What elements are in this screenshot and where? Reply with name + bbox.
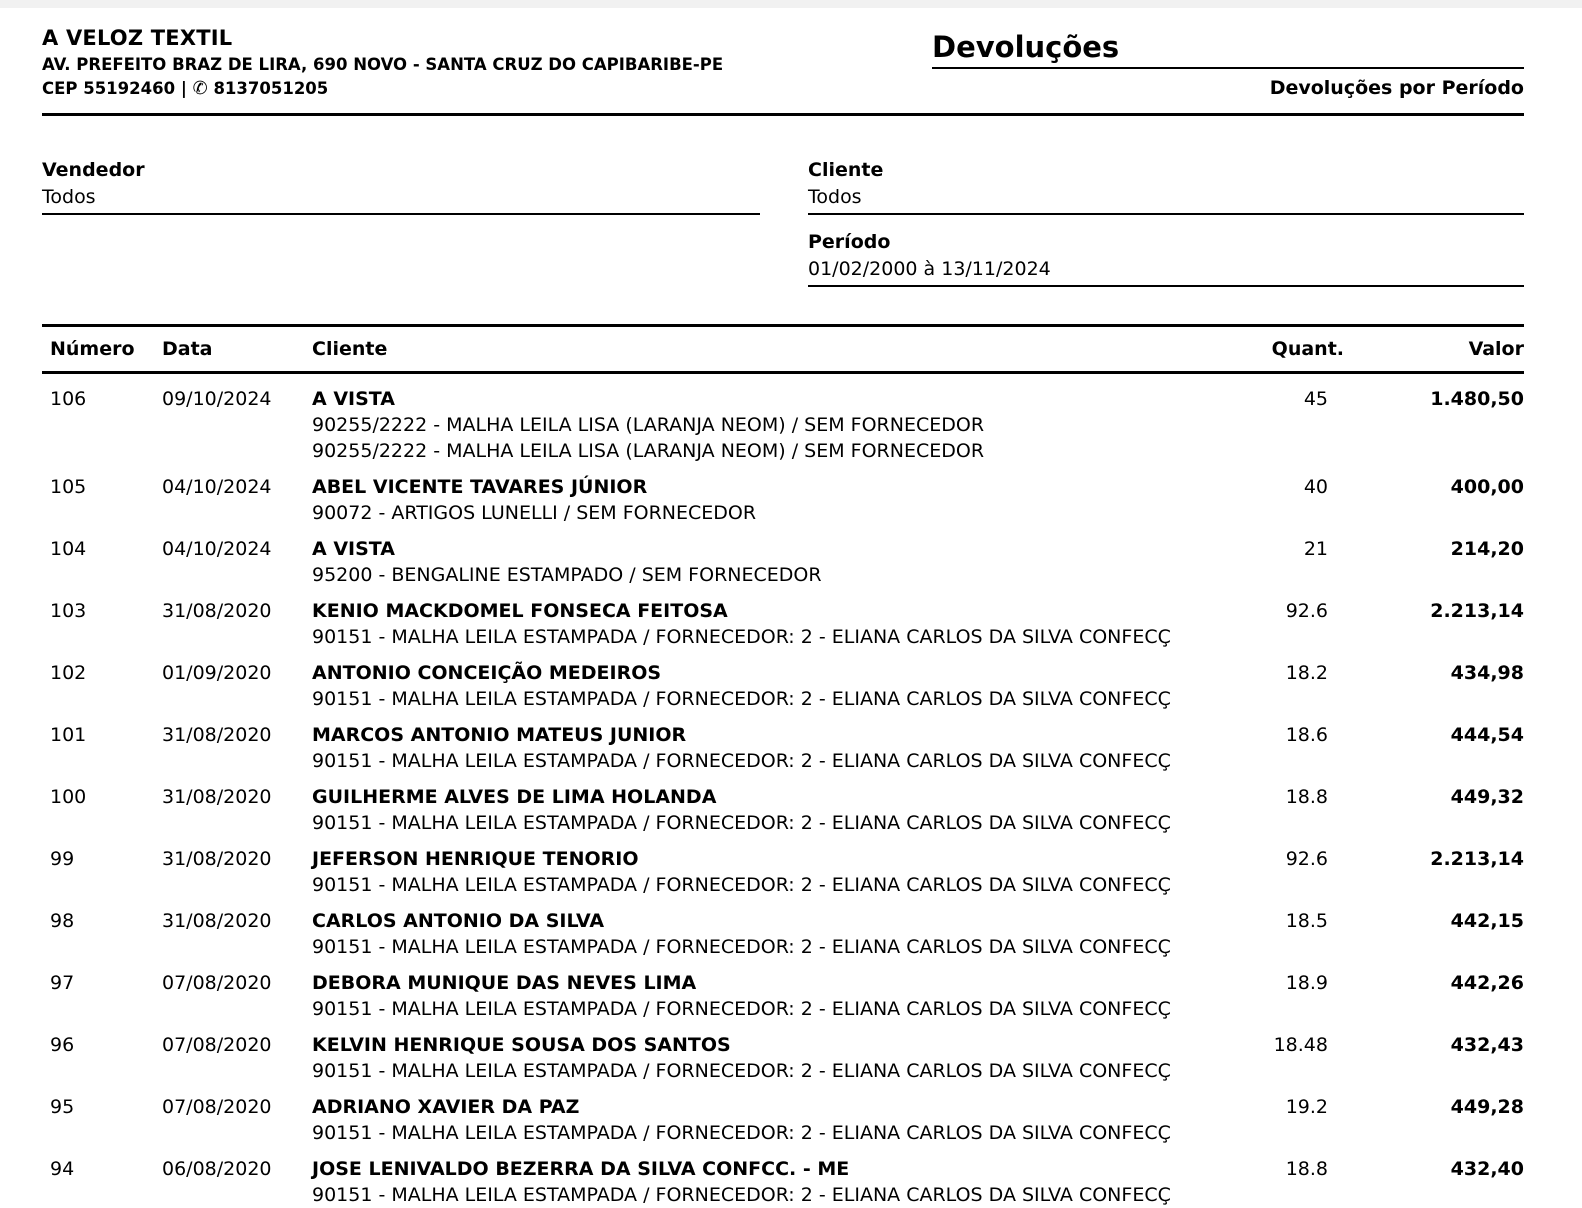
row-quant: 92.6 bbox=[1285, 848, 1328, 870]
row-numero: 104 bbox=[50, 538, 87, 560]
row-valor: 444,54 bbox=[1450, 724, 1524, 746]
row-numero: 98 bbox=[50, 910, 75, 932]
row-quant: 18.8 bbox=[1285, 1158, 1328, 1180]
row-valor: 432,43 bbox=[1450, 1034, 1524, 1056]
client-name: KENIO MACKDOMEL FONSECA FEITOSA bbox=[312, 600, 728, 622]
separator: | bbox=[180, 79, 187, 98]
row-numero: 101 bbox=[50, 724, 87, 746]
product-lines bbox=[312, 412, 1249, 464]
row-numero: 95 bbox=[50, 1096, 75, 1118]
product-lines bbox=[312, 500, 1249, 526]
row-quant: 18.48 bbox=[1273, 1034, 1328, 1056]
cliente-value: Todos bbox=[808, 185, 1524, 215]
row-numero: 105 bbox=[50, 476, 87, 498]
column-header-quant: Quant. bbox=[1271, 338, 1344, 360]
client-name: DEBORA MUNIQUE DAS NEVES LIMA bbox=[312, 972, 697, 994]
row-cliente bbox=[312, 536, 1249, 588]
row-data: 31/08/2020 bbox=[162, 724, 272, 746]
row-cliente bbox=[312, 1032, 1249, 1084]
cliente-label: Cliente bbox=[808, 159, 884, 181]
title-block bbox=[932, 24, 1524, 99]
row-valor: 434,98 bbox=[1450, 662, 1524, 684]
row-cliente bbox=[312, 908, 1249, 960]
client-name: A VISTA bbox=[312, 538, 395, 560]
table-row bbox=[42, 386, 1524, 464]
row-cliente bbox=[312, 474, 1249, 526]
product-line: 90151 - MALHA LEILA ESTAMPADA / FORNECEDOR: 2 - ELIANA CARLOS DA SILVA CONFECÇ bbox=[312, 998, 1171, 1020]
product-line: 90072 - ARTIGOS LUNELLI / SEM FORNECEDOR bbox=[312, 502, 757, 524]
vendedor-value: Todos bbox=[42, 185, 760, 215]
product-lines bbox=[312, 686, 1249, 712]
table-row bbox=[42, 1156, 1524, 1208]
product-line: 90151 - MALHA LEILA ESTAMPADA / FORNECEDOR: 2 - ELIANA CARLOS DA SILVA CONFECÇ bbox=[312, 750, 1171, 772]
product-lines bbox=[312, 562, 1249, 588]
row-cliente bbox=[312, 598, 1249, 650]
client-name: ADRIANO XAVIER DA PAZ bbox=[312, 1096, 580, 1118]
periodo-label: Período bbox=[808, 231, 891, 253]
table-header bbox=[42, 327, 1524, 374]
row-data: 31/08/2020 bbox=[162, 910, 272, 932]
table-row bbox=[42, 598, 1524, 650]
company-name: A VELOZ TEXTIL bbox=[42, 26, 233, 50]
row-numero: 100 bbox=[50, 786, 87, 808]
table-row bbox=[42, 660, 1524, 712]
row-numero: 103 bbox=[50, 600, 87, 622]
row-data: 07/08/2020 bbox=[162, 1096, 272, 1118]
row-data: 04/10/2024 bbox=[162, 538, 272, 560]
table-row bbox=[42, 722, 1524, 774]
report-header bbox=[42, 24, 1524, 100]
client-name: ANTONIO CONCEIÇÃO MEDEIROS bbox=[312, 662, 662, 684]
row-numero: 106 bbox=[50, 388, 87, 410]
column-header-valor: Valor bbox=[1468, 338, 1524, 360]
filter-vendedor bbox=[42, 158, 760, 287]
product-lines bbox=[312, 934, 1249, 960]
row-cliente bbox=[312, 1094, 1249, 1146]
product-lines bbox=[312, 1120, 1249, 1146]
row-numero: 96 bbox=[50, 1034, 75, 1056]
table-row bbox=[42, 1094, 1524, 1146]
client-name: CARLOS ANTONIO DA SILVA bbox=[312, 910, 605, 932]
row-numero: 97 bbox=[50, 972, 75, 994]
table-row bbox=[42, 474, 1524, 526]
row-numero: 102 bbox=[50, 662, 87, 684]
table-row bbox=[42, 1032, 1524, 1084]
row-cliente bbox=[312, 722, 1249, 774]
row-quant: 45 bbox=[1303, 388, 1328, 410]
row-numero: 94 bbox=[50, 1158, 75, 1180]
product-line: 90151 - MALHA LEILA ESTAMPADA / FORNECEDOR: 2 - ELIANA CARLOS DA SILVA CONFECÇ bbox=[312, 874, 1171, 896]
row-valor: 449,32 bbox=[1450, 786, 1524, 808]
product-lines bbox=[312, 1058, 1249, 1084]
row-data: 01/09/2020 bbox=[162, 662, 272, 684]
table-row bbox=[42, 846, 1524, 898]
product-lines bbox=[312, 996, 1249, 1022]
phone-icon: ✆ bbox=[192, 78, 208, 99]
client-name: GUILHERME ALVES DE LIMA HOLANDA bbox=[312, 786, 717, 808]
column-header-data: Data bbox=[162, 338, 213, 360]
row-valor: 1.480,50 bbox=[1430, 388, 1524, 410]
product-line: 90151 - MALHA LEILA ESTAMPADA / FORNECEDOR: 2 - ELIANA CARLOS DA SILVA CONFECÇ bbox=[312, 688, 1171, 710]
row-cliente bbox=[312, 846, 1249, 898]
row-quant: 40 bbox=[1303, 476, 1328, 498]
row-data: 09/10/2024 bbox=[162, 388, 272, 410]
product-line: 90151 - MALHA LEILA ESTAMPADA / FORNECEDOR: 2 - ELIANA CARLOS DA SILVA CONFECÇ bbox=[312, 626, 1171, 648]
table-row bbox=[42, 970, 1524, 1022]
row-quant: 19.2 bbox=[1285, 1096, 1328, 1118]
product-line: 90255/2222 - MALHA LEILA LISA (LARANJA NEOM) / SEM FORNECEDOR bbox=[312, 440, 985, 462]
row-data: 07/08/2020 bbox=[162, 1034, 272, 1056]
row-valor: 2.213,14 bbox=[1430, 600, 1524, 622]
row-quant: 18.2 bbox=[1285, 662, 1328, 684]
row-data: 31/08/2020 bbox=[162, 786, 272, 808]
product-line: 90151 - MALHA LEILA ESTAMPADA / FORNECEDOR: 2 - ELIANA CARLOS DA SILVA CONFECÇ bbox=[312, 936, 1171, 958]
row-quant: 18.9 bbox=[1285, 972, 1328, 994]
row-cliente bbox=[312, 784, 1249, 836]
company-phone: 8137051205 bbox=[213, 79, 329, 98]
row-valor: 449,28 bbox=[1450, 1096, 1524, 1118]
table-row bbox=[42, 908, 1524, 960]
product-line: 90151 - MALHA LEILA ESTAMPADA / FORNECEDOR: 2 - ELIANA CARLOS DA SILVA CONFECÇ bbox=[312, 1060, 1171, 1082]
table-row bbox=[42, 784, 1524, 836]
row-cliente bbox=[312, 1156, 1249, 1208]
company-block bbox=[42, 24, 723, 100]
column-header-numero: Número bbox=[50, 338, 135, 360]
product-line: 95200 - BENGALINE ESTAMPADO / SEM FORNECEDOR bbox=[312, 564, 822, 586]
client-name: KELVIN HENRIQUE SOUSA DOS SANTOS bbox=[312, 1034, 731, 1056]
filter-cliente-periodo bbox=[808, 158, 1524, 287]
periodo-value: 01/02/2000 à 13/11/2024 bbox=[808, 257, 1524, 287]
client-name: ABEL VICENTE TAVARES JÚNIOR bbox=[312, 476, 648, 498]
product-lines bbox=[312, 810, 1249, 836]
row-cliente bbox=[312, 386, 1249, 464]
vendedor-label: Vendedor bbox=[42, 159, 145, 181]
client-name: MARCOS ANTONIO MATEUS JUNIOR bbox=[312, 724, 687, 746]
row-valor: 2.213,14 bbox=[1430, 848, 1524, 870]
row-valor: 432,40 bbox=[1450, 1158, 1524, 1180]
product-line: 90151 - MALHA LEILA ESTAMPADA / FORNECEDOR: 2 - ELIANA CARLOS DA SILVA CONFECÇ bbox=[312, 1122, 1171, 1144]
row-quant: 18.8 bbox=[1285, 786, 1328, 808]
product-lines bbox=[312, 872, 1249, 898]
product-line: 90151 - MALHA LEILA ESTAMPADA / FORNECEDOR: 2 - ELIANA CARLOS DA SILVA CONFECÇ bbox=[312, 1184, 1171, 1206]
row-numero: 99 bbox=[50, 848, 75, 870]
company-address: AV. PREFEITO BRAZ DE LIRA, 690 NOVO - SANTA CRUZ DO CAPIBARIBE-PE bbox=[42, 55, 724, 74]
product-lines bbox=[312, 1182, 1249, 1208]
row-quant: 21 bbox=[1303, 538, 1328, 560]
product-lines bbox=[312, 748, 1249, 774]
client-name: JEFERSON HENRIQUE TENORIO bbox=[312, 848, 639, 870]
row-valor: 442,15 bbox=[1450, 910, 1524, 932]
row-data: 07/08/2020 bbox=[162, 972, 272, 994]
row-data: 31/08/2020 bbox=[162, 848, 272, 870]
row-valor: 442,26 bbox=[1450, 972, 1524, 994]
client-name: JOSE LENIVALDO BEZERRA DA SILVA CONFCC. - ME bbox=[312, 1158, 850, 1180]
product-lines bbox=[312, 624, 1249, 650]
company-contact bbox=[42, 77, 723, 100]
table-row bbox=[42, 536, 1524, 588]
row-quant: 18.5 bbox=[1285, 910, 1328, 932]
returns-table bbox=[42, 324, 1524, 1208]
row-quant: 18.6 bbox=[1285, 724, 1328, 746]
report-filters bbox=[42, 158, 1524, 287]
row-cliente bbox=[312, 660, 1249, 712]
report-title: Devoluções bbox=[932, 30, 1524, 69]
row-data: 31/08/2020 bbox=[162, 600, 272, 622]
row-valor: 400,00 bbox=[1450, 476, 1524, 498]
table-body bbox=[42, 386, 1524, 1208]
product-line: 90255/2222 - MALHA LEILA LISA (LARANJA NEOM) / SEM FORNECEDOR bbox=[312, 414, 985, 436]
row-data: 04/10/2024 bbox=[162, 476, 272, 498]
page-top-margin bbox=[0, 0, 1582, 8]
row-cliente bbox=[312, 970, 1249, 1022]
header-divider bbox=[42, 113, 1524, 116]
row-data: 06/08/2020 bbox=[162, 1158, 272, 1180]
row-valor: 214,20 bbox=[1450, 538, 1524, 560]
column-header-cliente: Cliente bbox=[312, 338, 388, 360]
company-cep: CEP 55192460 bbox=[42, 79, 176, 98]
client-name: A VISTA bbox=[312, 388, 395, 410]
report-page bbox=[0, 8, 1582, 1208]
report-subtitle: Devoluções por Período bbox=[1269, 77, 1524, 99]
row-quant: 92.6 bbox=[1285, 600, 1328, 622]
product-line: 90151 - MALHA LEILA ESTAMPADA / FORNECEDOR: 2 - ELIANA CARLOS DA SILVA CONFECÇ bbox=[312, 812, 1171, 834]
